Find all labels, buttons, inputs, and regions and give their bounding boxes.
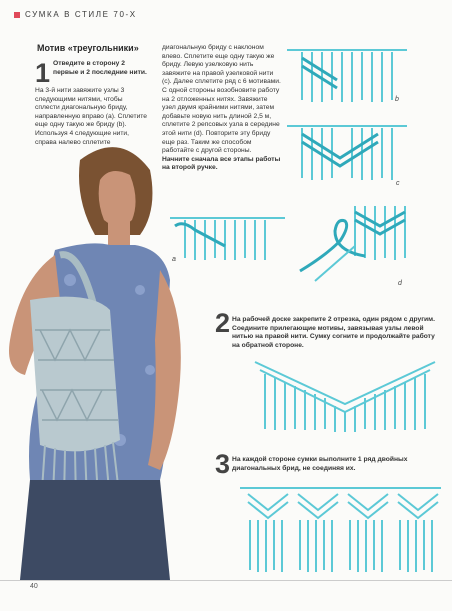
diagram-step3 xyxy=(238,480,443,575)
label-a: a xyxy=(172,256,176,263)
step1-column xyxy=(35,60,147,147)
step2-number: 2 xyxy=(215,308,231,338)
page-number: 40 xyxy=(30,583,38,590)
macrame-bag xyxy=(30,297,120,452)
label-d: d xyxy=(398,280,402,287)
step1-final-text: Начните сначала все этапы работы на второй ручке. xyxy=(162,155,281,172)
step1-paragraph: На 3-й нити завяжите узлы 3 следующими нитями, чтобы сплести диагональную бриду, направленную вправо (a). Сплетите еще одну такую же бриду (b). Используя 4 следующие нити, справа налево сплетите xyxy=(35,87,148,146)
footer-rule xyxy=(0,580,452,581)
header-accent-square xyxy=(14,12,20,18)
diagram-c xyxy=(282,116,412,188)
step2-text: На рабочей доске закрепите 2 отрезка, один рядом с другим. Соедините прилегающие мотивы, завязывая узлы левой нитью на правой нити. Сумку согните и продолжайте работу на обратной стороне. xyxy=(232,316,435,349)
section-title: СУМКА В СТИЛЕ 70-Х xyxy=(25,10,137,19)
motif-title: Мотив «треугольники» xyxy=(37,43,139,53)
diagram-a xyxy=(165,198,290,268)
diagram-b xyxy=(282,40,412,110)
step3-text: На каждой стороне сумки выполните 1 ряд двойных диагональных брид, не соединяя их. xyxy=(232,456,408,472)
step1-cont-text: диагональную бриду с наклоном влево. Сплетите еще одну такую же бриду. Левую узелковую нить завяжите на правой узелковой нити (c). Далее сплетите ряд с 6 мотивами. С одной стороны возобновите работу на 2 отложенных нитях. Завяжите узел двумя крайними нитями, затем добавьте новую нить длиной 2,5 м, сплетите 2 репсовых узла в середине этой нити (d). Повторите эту бриду еще раз. Таким же способом работайте с другой стороны. xyxy=(162,44,281,155)
step1-lead: Отведите в сторону 2 первые и 2 последние нити. xyxy=(53,60,147,76)
jeans xyxy=(20,480,170,580)
diagram-d xyxy=(295,196,425,286)
step1-number: 1 xyxy=(35,58,51,88)
step3-number: 3 xyxy=(215,449,231,479)
face xyxy=(99,171,136,226)
label-b: b xyxy=(395,96,399,103)
label-c: c xyxy=(396,180,400,187)
section-header xyxy=(14,10,137,19)
diagram-step2 xyxy=(250,354,440,434)
